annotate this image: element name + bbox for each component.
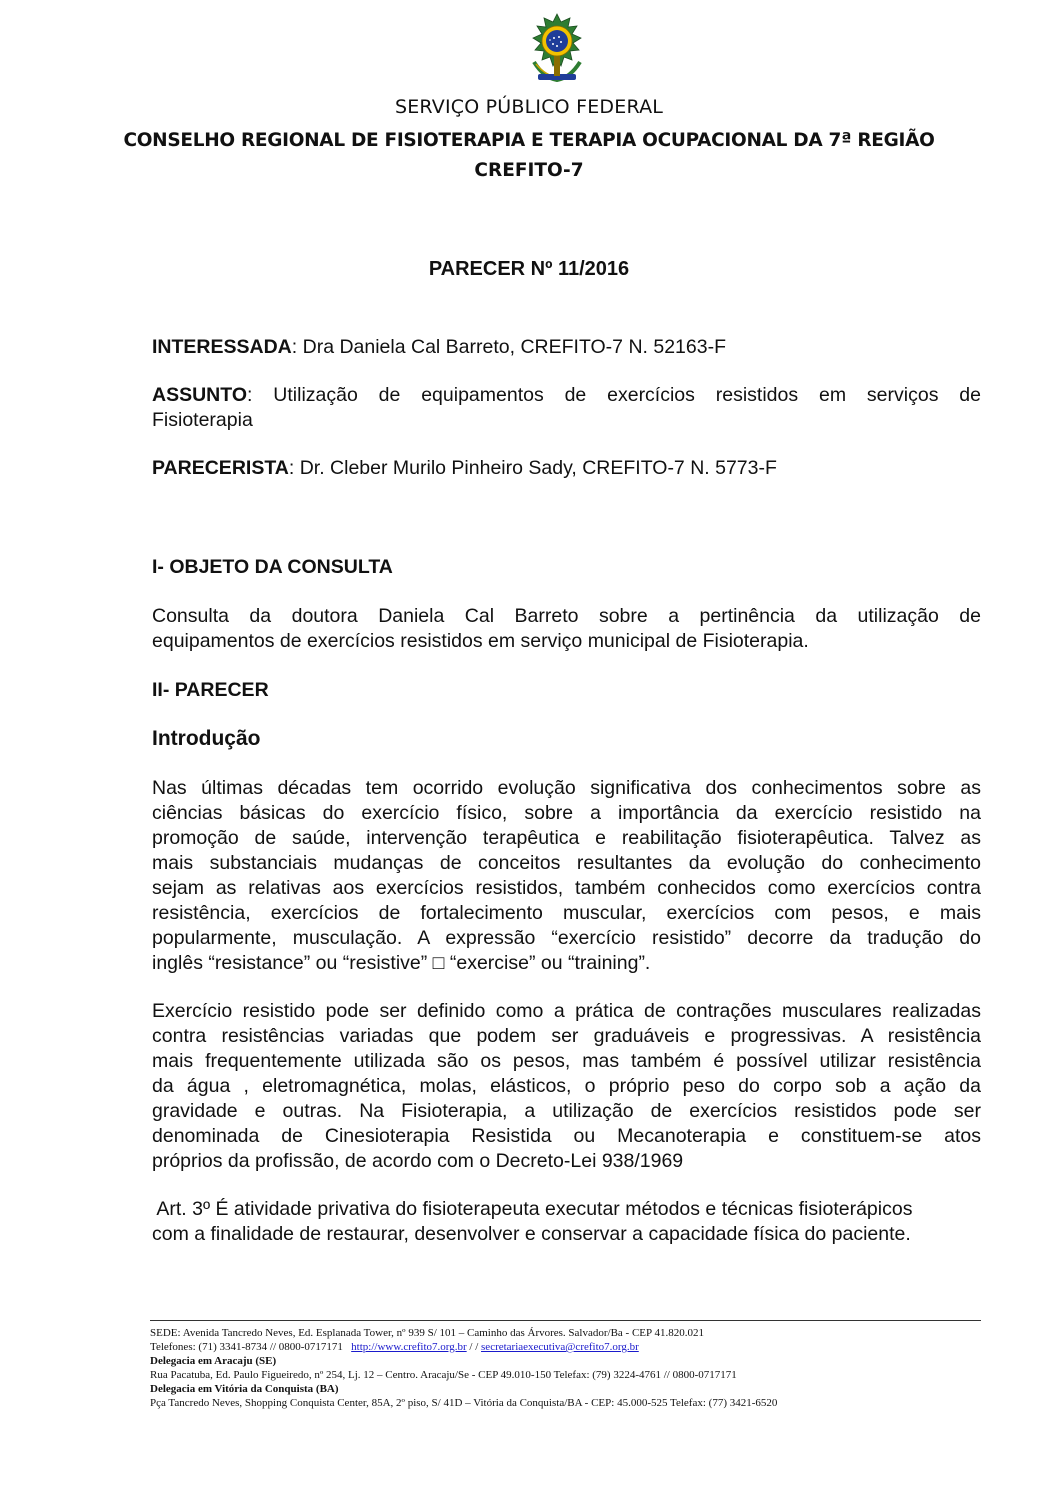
paragraph-2-line: denominada de Cinesioterapia Resistida ou Mecanoterapia e constituem-se atos bbox=[152, 1125, 981, 1147]
footer-website-link[interactable]: http://www.crefito7.org.br bbox=[351, 1341, 467, 1353]
interessada-value: : Dra Daniela Cal Barreto, CREFITO-7 N. 52163-F bbox=[291, 336, 726, 358]
paragraph-2-line: Exercício resistido pode ser definido como a prática de contrações musculares realizadas bbox=[152, 1000, 981, 1022]
header-service-line: SERVIÇO PÚBLICO FEDERAL bbox=[394, 96, 664, 118]
paragraph-2-line: próprios da profissão, de acordo com o Decreto-Lei 938/1969 bbox=[152, 1150, 684, 1172]
section-2-heading: II- PARECER bbox=[152, 679, 269, 701]
header-council-name: CONSELHO REGIONAL DE FISIOTERAPIA E TERAPIA OCUPACIONAL DA 7ª REGIÃO bbox=[123, 130, 935, 151]
footer-aracaju-heading: Delegacia em Aracaju (SE) bbox=[150, 1355, 277, 1367]
footer-phones: Telefones: (71) 3341-8734 // 0800-0717171 bbox=[150, 1341, 352, 1353]
paragraph-1-line: popularmente, musculação. A expressão “exercício resistido” decorre da tradução do bbox=[152, 927, 981, 949]
paragraph-1-line: Nas últimas décadas tem ocorrido evolução significativa dos conhecimentos sobre as bbox=[152, 777, 981, 799]
paragraph-2-line: mais frequentemente utilizada são os pesos, mas também é possível utilizar resistência bbox=[152, 1050, 981, 1072]
footer-separator: / / bbox=[466, 1341, 482, 1353]
interessada-label: INTERESSADA bbox=[152, 336, 292, 358]
footer-address-sede: SEDE: Avenida Tancredo Neves, Ed. Esplanada Tower, nº 939 S/ 101 – Caminho das Árvores. Salvador/Ba - CEP 41.820.021 bbox=[150, 1327, 704, 1339]
footer-aracaju-address: Rua Pacatuba, Ed. Paulo Figueiredo, nº 254, Lj. 12 – Centro. Aracaju/Se - CEP 49.010-150 Telefax: (79) 3224-4761 // 0800-0717171 bbox=[150, 1369, 737, 1381]
paragraph-1-line: sejam as relativas aos exercícios resistidos, também conhecidos como exercícios contra bbox=[152, 877, 981, 899]
brazil-coat-of-arms-icon bbox=[524, 12, 590, 88]
parecerista-value: : Dr. Cleber Murilo Pinheiro Sady, CREFITO-7 N. 5773-F bbox=[288, 457, 777, 479]
section-1-heading: I- OBJETO DA CONSULTA bbox=[152, 556, 393, 578]
paragraph-2-line: da água , eletromagnética, molas, elásticos, o próprio peso do corpo sob a ação da bbox=[152, 1075, 981, 1097]
paragraph-3-line: com a finalidade de restaurar, desenvolver e conservar a capacidade física do paciente. bbox=[152, 1223, 911, 1245]
footer-divider bbox=[150, 1320, 981, 1321]
paragraph-1-line: promoção de saúde, intervenção terapêutica e reabilitação fisioterapêutica. Talvez as bbox=[152, 827, 981, 849]
paragraph-2-line: contra resistências variadas que podem ser graduáveis e progressivas. A resistência bbox=[152, 1025, 981, 1047]
header-council-acronym: CREFITO-7 bbox=[474, 160, 584, 181]
assunto-label: ASSUNTO bbox=[152, 384, 247, 406]
footer-conquista-address: Pça Tancredo Neves, Shopping Conquista Center, 85A, 2º piso, S/ 41D – Vitória da Conquista/BA - CEP: 45.000-525 Telefax: (77) 3421-6520 bbox=[150, 1397, 778, 1409]
section-1-line: equipamentos de exercícios resistidos em serviço municipal de Fisioterapia. bbox=[152, 630, 809, 652]
footer-email-link[interactable]: secretariaexecutiva@crefito7.org.br bbox=[481, 1341, 639, 1353]
footer-contacts bbox=[150, 1340, 639, 1354]
parecerista-label: PARECERISTA bbox=[152, 457, 289, 479]
footer-conquista-heading: Delegacia em Vitória da Conquista (BA) bbox=[150, 1383, 339, 1395]
paragraph-1-line: mais substanciais mudanças de conceitos resultantes da evolução do conhecimento bbox=[152, 852, 981, 874]
paragraph-3-line: Art. 3º É atividade privativa do fisioterapeuta executar métodos e técnicas fisioterápicos bbox=[152, 1198, 913, 1220]
paragraph-1-line: resistência, exercícios de fortalecimento muscular, exercícios com pesos, e mais bbox=[152, 902, 981, 924]
interessada-line bbox=[152, 335, 981, 360]
assunto-line-1 bbox=[152, 383, 981, 408]
parecerista-line bbox=[152, 456, 981, 481]
assunto-line-2: Fisioterapia bbox=[152, 409, 253, 431]
paragraph-1-line: inglês “resistance” ou “resistive” □ “exercise” ou “training”. bbox=[152, 952, 651, 974]
paragraph-1-line: ciências básicas do exercício físico, sobre a importância da exercício resistido na bbox=[152, 802, 981, 824]
paragraph-2-line: gravidade e outras. Na Fisioterapia, a utilização de exercícios resistidos pode ser bbox=[152, 1100, 981, 1122]
section-2-subheading: Introdução bbox=[152, 727, 261, 750]
document-title: PARECER Nº 11/2016 bbox=[428, 258, 630, 280]
assunto-value-1: : Utilização de equipamentos de exercícios resistidos em serviços de bbox=[247, 384, 981, 406]
section-1-line: Consulta da doutora Daniela Cal Barreto sobre a pertinência da utilização de bbox=[152, 605, 981, 627]
